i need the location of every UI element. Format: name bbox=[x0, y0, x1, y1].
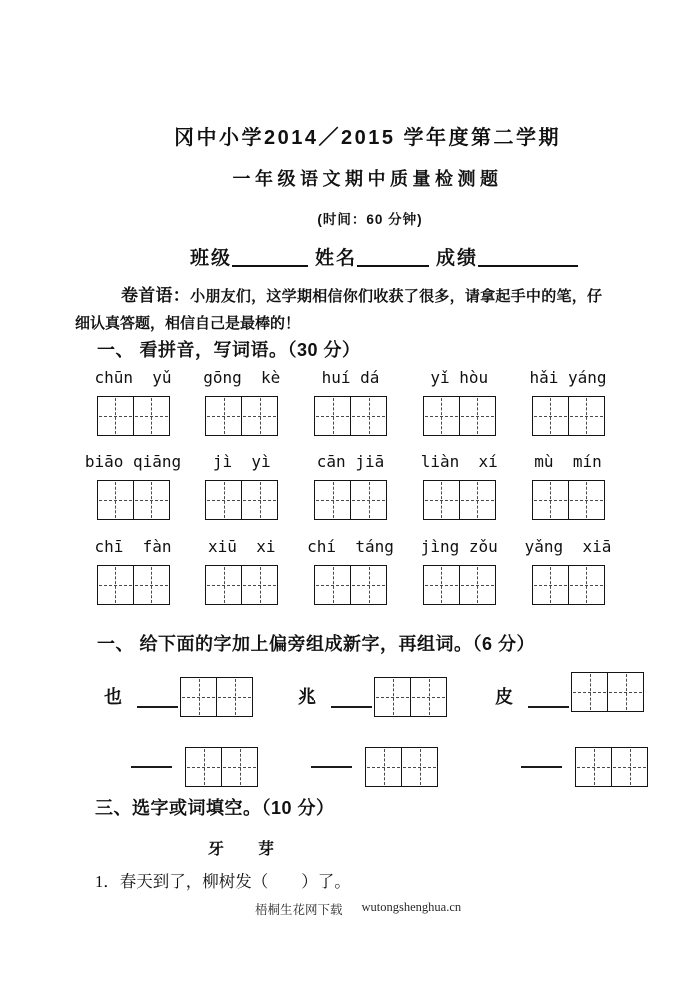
footer-site-name: 梧桐生花网下载 bbox=[255, 903, 343, 917]
word-column bbox=[423, 368, 495, 436]
pinyin-label: biāo qiāng bbox=[84, 452, 182, 471]
tianzige-cell bbox=[611, 748, 647, 786]
radical-group bbox=[495, 676, 644, 718]
class-blank[interactable] bbox=[232, 263, 308, 267]
answer-blank-line[interactable] bbox=[131, 766, 172, 768]
tianzige-cell bbox=[607, 673, 643, 711]
base-char: 也 bbox=[104, 687, 122, 707]
base-char: 兆 bbox=[298, 687, 316, 707]
tianzige-grid[interactable] bbox=[575, 747, 648, 787]
answer-blank-line[interactable] bbox=[311, 766, 352, 768]
word-column bbox=[206, 452, 278, 520]
tianzige-cell bbox=[459, 566, 495, 604]
tianzige-grid[interactable] bbox=[532, 480, 605, 520]
section3-heading: 三、选字或词填空。（10 分） bbox=[95, 798, 335, 818]
radical-row-bottom bbox=[0, 747, 695, 789]
tianzige-cell bbox=[315, 397, 350, 435]
pinyin-label: liàn xí bbox=[420, 452, 498, 471]
intro-body: 小朋友们，这学期相信你们收获了很多，请拿起手中的笔，仔细认真答题，相信自己是最棒的！ bbox=[75, 288, 603, 332]
radical-group bbox=[131, 747, 258, 787]
tianzige-cell bbox=[241, 397, 277, 435]
tianzige-grid[interactable] bbox=[314, 480, 387, 520]
tianzige-cell bbox=[98, 566, 133, 604]
tianzige-grid[interactable] bbox=[97, 396, 170, 436]
tianzige-cell bbox=[568, 481, 604, 519]
tianzige-cell bbox=[459, 481, 495, 519]
tianzige-cell bbox=[401, 748, 437, 786]
base-char: 皮 bbox=[495, 687, 513, 707]
intro-lead: 卷首语： bbox=[121, 286, 191, 305]
student-fields-row bbox=[190, 243, 578, 270]
tianzige-cell bbox=[350, 481, 386, 519]
tianzige-cell bbox=[206, 566, 241, 604]
question-1: 1．春天到了，柳树发（ ）了。 bbox=[95, 872, 351, 891]
tianzige-grid[interactable] bbox=[423, 480, 496, 520]
word-column bbox=[315, 368, 387, 436]
pinyin-label: yǐ hòu bbox=[430, 368, 489, 387]
time-note: (时间：60 分钟) bbox=[317, 212, 423, 227]
answer-blank-line[interactable] bbox=[331, 706, 372, 708]
tianzige-grid[interactable] bbox=[205, 480, 278, 520]
tianzige-cell bbox=[568, 397, 604, 435]
score-blank[interactable] bbox=[478, 263, 578, 267]
radical-group bbox=[104, 676, 253, 718]
tianzige-cell bbox=[133, 481, 169, 519]
tianzige-cell bbox=[424, 566, 459, 604]
pinyin-label: chūn yǔ bbox=[94, 368, 172, 387]
tianzige-grid[interactable] bbox=[532, 396, 605, 436]
word-column bbox=[84, 452, 182, 520]
tianzige-cell bbox=[366, 748, 401, 786]
score-label: 成绩 bbox=[436, 248, 479, 269]
tianzige-cell bbox=[350, 397, 386, 435]
tianzige-grid[interactable] bbox=[423, 565, 496, 605]
tianzige-cell bbox=[576, 748, 611, 786]
tianzige-grid[interactable] bbox=[314, 396, 387, 436]
pinyin-grid-row bbox=[94, 537, 612, 605]
tianzige-cell bbox=[181, 678, 216, 716]
tianzige-grid[interactable] bbox=[180, 677, 253, 717]
tianzige-cell bbox=[533, 566, 568, 604]
choice-char: 芽 bbox=[258, 841, 275, 858]
answer-blank-line[interactable] bbox=[528, 706, 569, 708]
name-label: 姓名 bbox=[315, 248, 358, 269]
answer-blank-line[interactable] bbox=[521, 766, 562, 768]
word-column bbox=[206, 537, 278, 605]
tianzige-grid[interactable] bbox=[205, 396, 278, 436]
pinyin-label: jìng zǒu bbox=[420, 537, 498, 556]
tianzige-cell bbox=[315, 481, 350, 519]
pinyin-label: hǎi yáng bbox=[529, 368, 607, 387]
tianzige-grid[interactable] bbox=[365, 747, 438, 787]
pinyin-label: gōng kè bbox=[203, 368, 281, 387]
radical-group bbox=[521, 747, 648, 787]
tianzige-cell bbox=[186, 748, 221, 786]
choice-pair bbox=[208, 836, 274, 859]
tianzige-cell bbox=[533, 481, 568, 519]
tianzige-grid[interactable] bbox=[423, 396, 496, 436]
choice-char: 牙 bbox=[208, 841, 225, 858]
word-column bbox=[420, 452, 498, 520]
pinyin-label: cān jiā bbox=[316, 452, 385, 471]
footer-site-url: wutongshenghua.cn bbox=[361, 900, 462, 914]
tianzige-cell bbox=[98, 481, 133, 519]
tianzige-cell bbox=[206, 481, 241, 519]
word-column bbox=[420, 537, 498, 605]
name-blank[interactable] bbox=[357, 263, 429, 267]
tianzige-cell bbox=[533, 397, 568, 435]
word-column bbox=[315, 452, 387, 520]
tianzige-grid[interactable] bbox=[205, 565, 278, 605]
intro-paragraph bbox=[75, 282, 602, 337]
tianzige-grid[interactable] bbox=[532, 565, 605, 605]
tianzige-grid[interactable] bbox=[97, 565, 170, 605]
tianzige-cell bbox=[375, 678, 410, 716]
page-footer bbox=[255, 900, 461, 918]
tianzige-grid[interactable] bbox=[571, 672, 644, 712]
tianzige-cell bbox=[424, 397, 459, 435]
tianzige-cell bbox=[241, 481, 277, 519]
tianzige-cell bbox=[568, 566, 604, 604]
tianzige-cell bbox=[424, 481, 459, 519]
tianzige-cell bbox=[206, 397, 241, 435]
pinyin-label: xiū xi bbox=[208, 537, 276, 556]
tianzige-grid[interactable] bbox=[97, 480, 170, 520]
tianzige-cell bbox=[216, 678, 252, 716]
class-label: 班级 bbox=[190, 248, 233, 269]
pinyin-label: jì yì bbox=[212, 452, 271, 471]
word-column bbox=[307, 537, 394, 605]
tianzige-cell bbox=[133, 566, 169, 604]
tianzige-grid[interactable] bbox=[374, 677, 447, 717]
word-column bbox=[94, 368, 172, 436]
tianzige-cell bbox=[572, 673, 607, 711]
tianzige-cell bbox=[241, 566, 277, 604]
tianzige-cell bbox=[98, 397, 133, 435]
pinyin-label: yǎng xiā bbox=[524, 537, 612, 556]
radical-row-top bbox=[0, 676, 695, 718]
answer-blank-line[interactable] bbox=[137, 706, 178, 708]
section2-heading: 一、 给下面的字加上偏旁组成新字，再组词。（6 分） bbox=[97, 634, 536, 654]
pinyin-label: chī fàn bbox=[94, 537, 172, 556]
word-column bbox=[524, 537, 612, 605]
pinyin-label: chí táng bbox=[307, 537, 394, 556]
doc-subtitle: 一年级语文期中质量检测题 bbox=[232, 169, 503, 189]
pinyin-grid-row bbox=[94, 368, 607, 436]
tianzige-cell bbox=[410, 678, 446, 716]
tianzige-cell bbox=[459, 397, 495, 435]
tianzige-grid[interactable] bbox=[185, 747, 258, 787]
tianzige-cell bbox=[221, 748, 257, 786]
pinyin-label: huí dá bbox=[321, 368, 380, 387]
word-column bbox=[529, 368, 607, 436]
word-column bbox=[532, 452, 604, 520]
tianzige-grid[interactable] bbox=[314, 565, 387, 605]
tianzige-cell bbox=[350, 566, 386, 604]
section1-heading: 一、 看拼音，写词语。（30 分） bbox=[97, 340, 361, 360]
doc-title: 冈中小学2014／2015 学年度第二学期 bbox=[173, 127, 562, 149]
pinyin-label: mù mín bbox=[534, 452, 602, 471]
pinyin-grid-row bbox=[84, 452, 604, 520]
radical-group bbox=[298, 676, 447, 718]
tianzige-cell bbox=[315, 566, 350, 604]
tianzige-cell bbox=[133, 397, 169, 435]
word-column bbox=[203, 368, 281, 436]
radical-group bbox=[311, 747, 438, 787]
word-column bbox=[94, 537, 172, 605]
